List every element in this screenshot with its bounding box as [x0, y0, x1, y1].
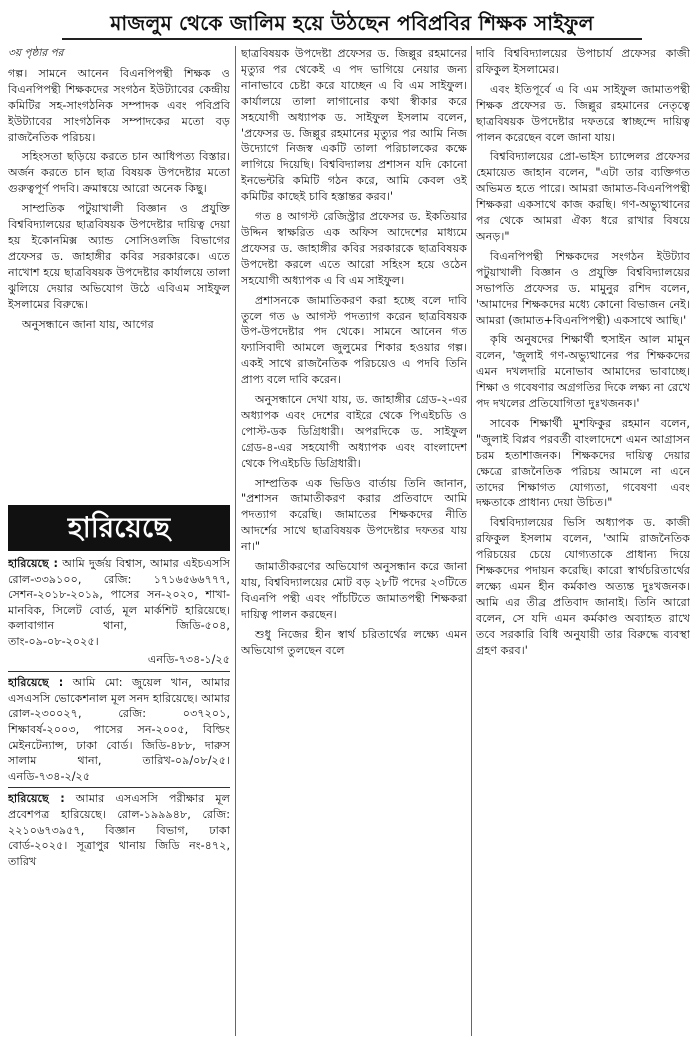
classified-ad	[8, 556, 230, 650]
ad-text: আমি দুর্জয় বিশ্বাস, আমার এইচএসসি রোল-৩৩৯১০০, রেজি: ১৭১৬৫৬৬৭৭৭, সেশন-২০১৮-২০১৯, পাসের সন-২০২০, শাখা-মানবিক, সিলেট বোর্ড, মূল মার্কশিট হারিয়েছে। কলাবাগান থানা, জিডি-৫০৪, তাং-০৯-০৮-২০২৫।	[8, 557, 230, 648]
article-column-2	[241, 46, 467, 1036]
headline-container	[62, 8, 642, 40]
ad-reference: এনডি-৭৩৪-১/২৫	[147, 652, 230, 666]
headline: মাজলুম থেকে জালিম হয়ে উঠছেন পবিপ্রবির শিক্ষক সাইফুল	[110, 11, 594, 35]
ad-divider	[8, 787, 230, 788]
lost-section-header	[8, 505, 230, 551]
paragraph: অনুসন্ধানে জানা যায়, আগের	[22, 317, 154, 331]
lost-section-title: হারিয়েছে	[67, 511, 171, 544]
paragraph: শুধু নিজের হীন স্বার্থ চরিতার্থের লক্ষ্যে এমন অভিযোগ তুলছেন বলে	[241, 627, 467, 657]
paragraph: বিশ্ববিদ্যালয়ের ভিসি অধ্যাপক ড. কাজী রফিকুল ইসলাম বলেন, 'আমি রাজনৈতিক পরিচয়ের চেয়ে যোগ্যতাকে প্রাধান্য দিয়ে শিক্ষকদের পদায়ন করেছি। কারো স্বার্থচরিতার্থের লক্ষ্যে এমন হীন কর্মকাণ্ড অত্যন্ত দুঃখজনক। আমি এর তীব্র প্রতিবাদ জানাই। তিনি আরো বলেন, সে যদি এমন কর্মকাণ্ড অব্যাহত রাখে তবে সরকারি বিধি অনুযায়ী তার বিরুদ্ধে ব্যবস্থা গ্রহণ করব।'	[476, 516, 690, 657]
column-divider	[235, 46, 236, 1036]
paragraph: বিশ্ববিদ্যালয়ের প্রো-ভাইস চ্যান্সেলর প্রফেসর হেমায়েত জাহান বলেন, "এটা তার ব্যক্তিগত অভিমত হতে পারে। আমরা জামাত-বিএনপিপন্থী শিক্ষকরা একসাথে কাজ করছি। গণ-অভ্যুত্থানের পর থেকে আমরা ঐক্য ধরে রাখার বিষয়ে অনড়।"	[476, 150, 690, 243]
paragraph: অনুসন্ধানে দেখা যায়, ড. জাহাঙ্গীর গ্রেড-২-এর অধ্যাপক এবং দেশের বাইরে থেকে পিএইচডি ও পোস্ট-ডক ডিগ্রিধারী। অপরদিকে ড. সাইফুল গ্রেড-৪-এর সহযোগী অধ্যাপক এবং বাংলাদেশ থেকে পিএইচডি ডিগ্রিধারী।	[241, 393, 467, 470]
paragraph: এবং ইতিপূর্বে এ বি এম সাইফুল জামাতপন্থী শিক্ষক প্রফেসর ড. জিল্লুর রহমানের নেতৃত্বে ছাত্রবিষয়ক উপদেষ্টার দফতরে স্বাচ্ছন্দে দায়িত্ব পালন করেছেন বলে জানা যায়।	[476, 82, 690, 144]
ad-text: আমি মো: জুয়েল খান, আমার এসএসসি ভোকেশনাল মূল সনদ হারিয়েছে। আমার রোল-২৩০০২৭, রেজি: ০৩৭২০১, শিক্ষাবর্ষ-২০০৩, পাসের সন-২০০৫, বিল্ডিং মেইনটেন্যান্স, ঢাকা বোর্ড। জিডি-৪৮৮, দারুস সালাম থানা, তারিখ-০৯/০৮/২৫। এনডি-৭৩৪-২/২৫	[8, 676, 230, 783]
paragraph: ছাত্রবিষয়ক উপদেষ্টা প্রফেসর ড. জিল্লুর রহমানের মৃত্যুর পর থেকেই এ পদ ভাগিয়ে নেয়ার জন্য নানাভাবে চেষ্টা করে যাচ্ছেন এ বি এম সাইফুল। কার্যালয়ে তালা লাগানোর কথা স্বীকার করে সহযোগী অধ্যাপক ড. সাইফুল ইসলাম বলেন, 'প্রফেসর ড. জিল্লুর রহমানের মৃত্যুর পর আমি নিজ উদ্যোগে নিজস্ব একটি তালা পরিচালকের কক্ষে লাগিয়ে দিয়েছি। বিশ্ববিদ্যালয় প্রশাসন যদি কোনো ইনভেন্টরি কমিটি গঠন করে, আমি কেবল ওই কমিটির কাছেই চাবি হস্তান্তর করব।'	[241, 47, 467, 204]
paragraph: বিএনপিপন্থী শিক্ষকদের সংগঠন ইউট্যাব পটুয়াখালী বিজ্ঞান ও প্রযুক্তি বিশ্ববিদ্যালয়ের সভাপতি প্রফেসর ড. মামুনুর রশিদ বলেন, 'আমাদের শিক্ষকদের মধ্যে কোনো বিভাজন নেই। আমরা (জামাত+বিএনপিপন্থী) একসাথে আছি।'	[476, 249, 690, 327]
ad-text: আমার এসএসসি পরীক্ষার মূল প্রবেশপত্র হারিয়েছে। রোল-১৯৯৯৪৮, রেজি: ২২১০৬৭৩৯৫৭, বিজ্ঞান বিভাগ, ঢাকা বোর্ড-২০২৫। সূত্রাপুর থানায় জিডি নং-৪৭২, তারিখ	[8, 792, 230, 868]
paragraph: সাম্প্রতিক পটুয়াখালী বিজ্ঞান ও প্রযুক্তি বিশ্ববিদ্যালয়ের ছাত্রবিষয়ক উপদেষ্টার দায়িত্ব দেয়া হয় ইকোনমিক্স অ্যান্ড সোসিওলজি বিভাগের প্রফেসর ড. জাহাঙ্গীর কবির সরকারকে। এতে নাখোশ হয়ে ছাত্রবিষয়ক উপদেষ্টার কার্যালয়ে তালা ঝুলিয়ে দেয়ার অভিযোগ উঠে এবিএম সাইফুল ইসলামের বিরুদ্ধে।	[8, 202, 230, 311]
ad-lead: হারিয়েছে :	[8, 676, 64, 690]
article-column-1	[8, 46, 230, 501]
paragraph: সহিংসতা ছড়িয়ে করতে চান আধিপত্য বিস্তার। অর্জন করতে চান ছাত্র বিষয়ক উপদেষ্টার মতো গুরুত্বপূর্ণ পদবি। ক্রমান্বয়ে আরো অনেক কিছু।	[8, 150, 230, 196]
paragraph: সাম্প্রতিক এক ভিডিও বার্তায় তিনি জানান, "প্রশাসন জামাতীকরণ করার প্রতিবাদে আমি পদত্যাগ করেছি। জামাতের শিক্ষকদের নীতি আদর্শের সাথে ছাত্রবিষয়ক উপদেষ্টার দফতর যায় না।"	[241, 476, 467, 554]
paragraph: দাবি বিশ্ববিদ্যালয়ের উপাচার্য প্রফেসর কাজী রফিকুল ইসলামের।	[476, 47, 690, 76]
paragraph: জামাতীকরণের অভিযোগ অনুসন্ধান করে জানা যায়, বিশ্ববিদ্যালয়ের মোট বড় ২৮টি পদের ২৩টিতে বিএনপি পন্থী এবং পাঁচটিতে জামাতপন্থী শিক্ষকরা দায়িত্ব পালন করছেন।	[241, 560, 467, 621]
ad-divider	[8, 671, 230, 672]
ad-lead: হারিয়েছে :	[8, 792, 65, 806]
classified-ad	[8, 675, 230, 784]
paragraph: গত ৪ আগস্ট রেজিস্ট্রার প্রফেসর ড. ইকতিয়ার উদ্দিন স্বাক্ষরিত এক অফিস আদেশের মাধ্যমে প্রফেসর ড. জাহাঙ্গীর কবির সরকারকে ছাত্রবিষয়ক উপদেষ্টা করলে এতে আরো সহিংস হয়ে ওঠেন সহযোগী অধ্যাপক এ বি এম সাইফুল।	[241, 210, 467, 287]
classified-ad	[8, 791, 230, 869]
article-column-3	[476, 46, 690, 1036]
ad-lead: হারিয়েছে :	[8, 557, 58, 570]
continuation-label: ৩য় পৃষ্ঠার পর	[8, 47, 64, 59]
paragraph: প্রশাসনকে জামাতিকরণ করা হচ্ছে বলে দাবি তুলে গত ৬ আগস্ট পদত্যাগ করেন ছাত্রবিষয়ক উপ-উপদেষ্টার পদ থেকে। সামনে আনেন গত ফ্যাসিবাদী আমলে জুলুমের শিকার হওয়ার গল্প। একই সাথে রাজনৈতিক পরিচয়েও এ পদবি তিনি প্রাপ্য বলে দাবি করেন।	[241, 293, 467, 387]
column-divider	[471, 46, 472, 1036]
paragraph: গল্প। সামনে আনেন বিএনপিপন্থী শিক্ষক ও বিএনপিপন্থী শিক্ষকদের সংগঠন ইউট্যাবের কেন্দ্রীয় কমিটির সহ-সাংগঠনিক সম্পাদক এবং পবিপ্রবি ইউট্যাবের সাংগঠনিক সম্পাদকের মতো বড় রাজনৈতিক পরিচয়।	[8, 66, 230, 144]
paragraph: কৃষি অনুষদের শিক্ষার্থী হুসাইন আল মামুন বলেন, 'জুলাই গণ-অভ্যুত্থানের পর শিক্ষকদের এমন দখলদারি মনোভাব আমাদের ভাবাচ্ছে। শিক্ষা ও গবেষণার অগ্রগতির দিকে লক্ষ্য না রেখে পদ দখলের প্রতিযোগিতা দুঃখজনক।'	[476, 333, 690, 411]
classified-ads	[8, 556, 230, 1040]
paragraph: সাবেক শিক্ষার্থী মুশফিকুর রহমান বলেন, "জুলাই বিপ্লব পরবর্তী বাংলাদেশে এমন আগ্রাসন চরম হতাশাজনক। শিক্ষকদের দায়িত্ব দেয়ার ক্ষেত্রে রাজনৈতিক পরিচয় আমলে না এনে তাদের শিক্ষাগত যোগ্যতা, গবেষণা এবং দক্ষতাকে প্রাধান্য দেয়া উচিত।"	[476, 416, 690, 510]
